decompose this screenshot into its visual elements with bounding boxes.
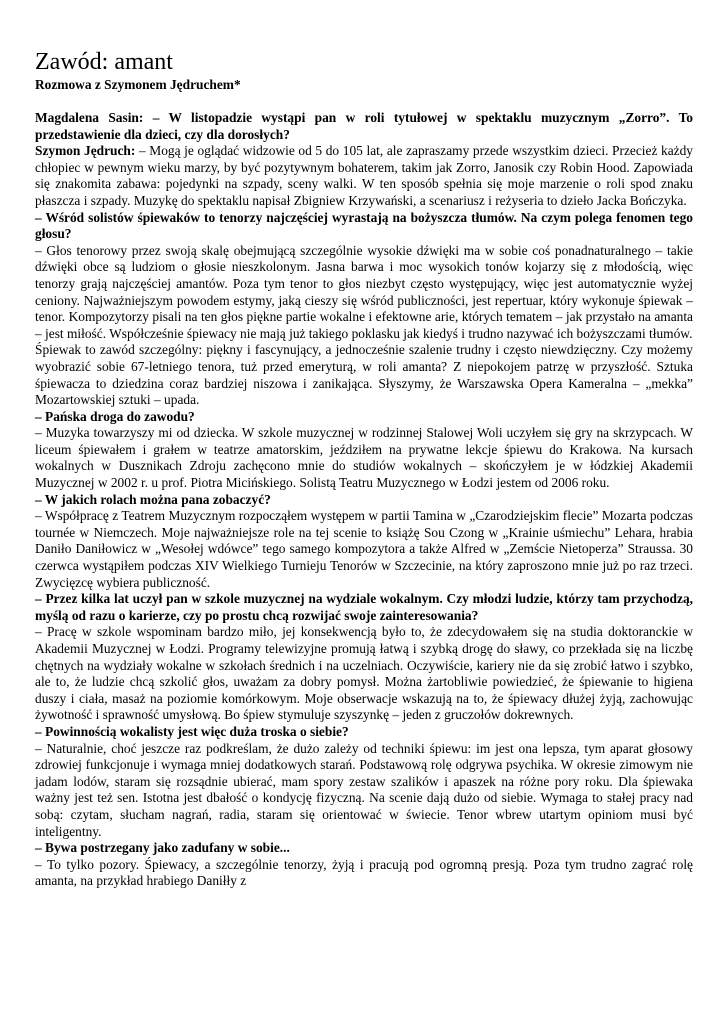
question-3: – Pańska droga do zawodu? <box>35 408 195 424</box>
question-2: – Wśród solistów śpiewaków to tenorzy najczęściej wyrastają na bożyszcza tłumów. Na czym polega fenomen tego głosu? <box>35 209 693 242</box>
answer-1-text: – Mogą je oglądać widzowie od 5 do 105 lat, ale zapraszamy przede wszystkim dzieci. Przecież każdy chłopiec w pewnym wieku marzy, by być pozytywnym bohaterem, takim jak Zorro, Janosik czy Robin Hood. Zapowiada się znakomita zabawa: pojedynki na szpady, sceny walki. W ten sposób spełnia się moje marzenie o roli spod znaku płaszcza i szpady. Muzykę do spektaklu napisał Zbigniew Krzywański, a scenariusz i reżyseria to dzieło Jacka Bończyka. <box>35 143 693 208</box>
question-1: Magdalena Sasin: – W listopadzie wystąpi pan w roli tytułowej w spektaklu muzycznym „Zorro”. To przedstawienie dla dzieci, czy dla dorosłych? <box>35 110 693 142</box>
article-subtitle: Rozmowa z Szymonem Jędruchem* <box>35 77 241 92</box>
answer-5: – Pracę w szkole wspominam bardzo miło, jej konsekwencją było to, że zdecydowałem się na studia doktoranckie w Akademii Muzycznej w Łodzi. Programy telewizyjne promują łatwą i szybką drogę do sławy, co przekłada się na liczbę chętnych na wydziały wokalne w szkołach średnich i na uczelniach. Oczywiście, kariery nie da się zrobić łatwo i szybko, ale to, że ludzie chcą szkolić głos, uważam za dobry pomysł. Można żartobliwie powiedzieć, że śpiewanie to higiena duszy i ciała, masaż na poziomie komórkowym. Moje obserwacje wskazują na to, że śpiewacy dłużej żyją, zachowując żywotność i sprawność umysłową. Bo śpiew stymuluje szyszynkę – jeden z gruczołów dokrewnych. <box>35 624 693 723</box>
answer-4: – Współpracę z Teatrem Muzycznym rozpocząłem występem w partii Tamina w „Czarodziejskim flecie” Mozarta podczas tournée w Niemczech. Moje najważniejsze role na tej scenie to książę Sou Czong w „Krainie uśmiechu” Lehara, hrabia Daniło Daniłowicz w „Wesołej wdówce” tego samego kompozytora a także Alfred w „Zemście Nietoperza” Straussa. 30 czerwca wystąpiłem podczas XIV Wielkiego Turnieju Tenorów w Szczecinie, na który zaproszono mnie już po raz trzeci. Zwycięzcę wybiera publiczność. <box>35 508 693 590</box>
answer-1 <box>35 143 693 209</box>
answer-3: – Muzyka towarzyszy mi od dziecka. W szkole muzycznej w rodzinnej Stalowej Woli uczyłem się gry na skrzypcach. W liceum śpiewałem i grałem w teatrze amatorskim, jeździłem na prywatne lekcje śpiewu do Krakowa. Na kursach wokalnych w Dusznikach Zdroju zachęcono mnie do studiów wokalnych – skończyłem je w łódzkiej Akademii Muzycznej w 2002 r. u prof. Piotra Micińskiego. Solistą Teatru Muzycznego w Łodzi jestem od 2006 roku. <box>35 425 693 491</box>
answer-2: – Głos tenorowy przez swoją skalę obejmującą szczególnie wysokie dźwięki ma w sobie coś ponadnaturalnego – takie dźwięki obce są ludziom o głosie nieszkolonym. Jasna barwa i moc wysokich tonów kojarzy się z młodością, więc tenorzy grają najczęściej amantów. Poza tym tenor to głos niezbyt często występujący, więc jest automatycznie wyżej ceniony. Najważniejszym powodem estymy, jaką cieszy się wśród publiczności, jest repertuar, który wykonuje śpiewak – tenor. Kompozytorzy pisali na ten głos piękne partie wokalne i efektowne arie, których tematem – jak przystało na amanta – jest miłość. Współcześnie śpiewacy nie mają już takiego poklasku jak kiedyś i trudno nazywać ich bożyszczami tłumów. <box>35 242 693 341</box>
speaker-name: Szymon Jędruch: <box>35 143 136 159</box>
question-4: – W jakich rolach można pana zobaczyć? <box>35 491 271 507</box>
answer-2-continued: Śpiewak to zawód szczególny: piękny i fascynujący, a jednocześnie szalenie trudny i często niewdzięczny. Czy możemy wyobrazić sobie 67-letniego tenora, tuż przed emeryturą, w roli amanta? Z niepokojem patrzę w przyszłość. Sztuka śpiewacza to dziedzina coraz bardziej niszowa i zanikająca. Słyszymy, że Warszawska Opera Kameralna – „mekka” Mozartowskiej sztuki – upada. <box>35 342 693 408</box>
answer-7: – To tylko pozory. Śpiewacy, a szczególnie tenorzy, żyją i pracują pod ogromną presją. Poza tym trudno zagrać rolę amanta, na przykład hrabiego Daniłły z <box>35 856 693 889</box>
question-6: – Powinnością wokalisty jest więc duża troska o siebie? <box>35 723 349 739</box>
question-5: – Przez kilka lat uczył pan w szkole muzycznej na wydziale wokalnym. Czy młodzi ludzie, którzy tam przychodzą, myślą od razu o karierze, czy po prostu chcą rozwijać swoje zainteresowania? <box>35 591 693 623</box>
answer-6: – Naturalnie, choć jeszcze raz podkreślam, że dużo zależy od techniki śpiewu: im jest ona lepsza, tym aparat głosowy zdrowiej funkcjonuje i wymaga mniej dodatkowych starań. Podstawową rolę odgrywa psychika. W okresie zimowym nie jadam lodów, staram się rozsądnie ubierać, mam spory zestaw szalików i apaszek na różne pory roku. Dla śpiewaka ważny jest też sen. Istotna jest dbałość o kondycję fizyczną. Na scenie dają dużo od siebie. Wymaga to stałej pracy nad sobą: czytam, słucham nagrań, radia, staram się orientować w świecie. Tenor wbrew utartym opiniom musi być inteligentny. <box>35 740 693 839</box>
question-7: – Bywa postrzegany jako zadufany w sobie... <box>35 840 290 856</box>
article-title: Zawód: amant <box>35 49 173 75</box>
